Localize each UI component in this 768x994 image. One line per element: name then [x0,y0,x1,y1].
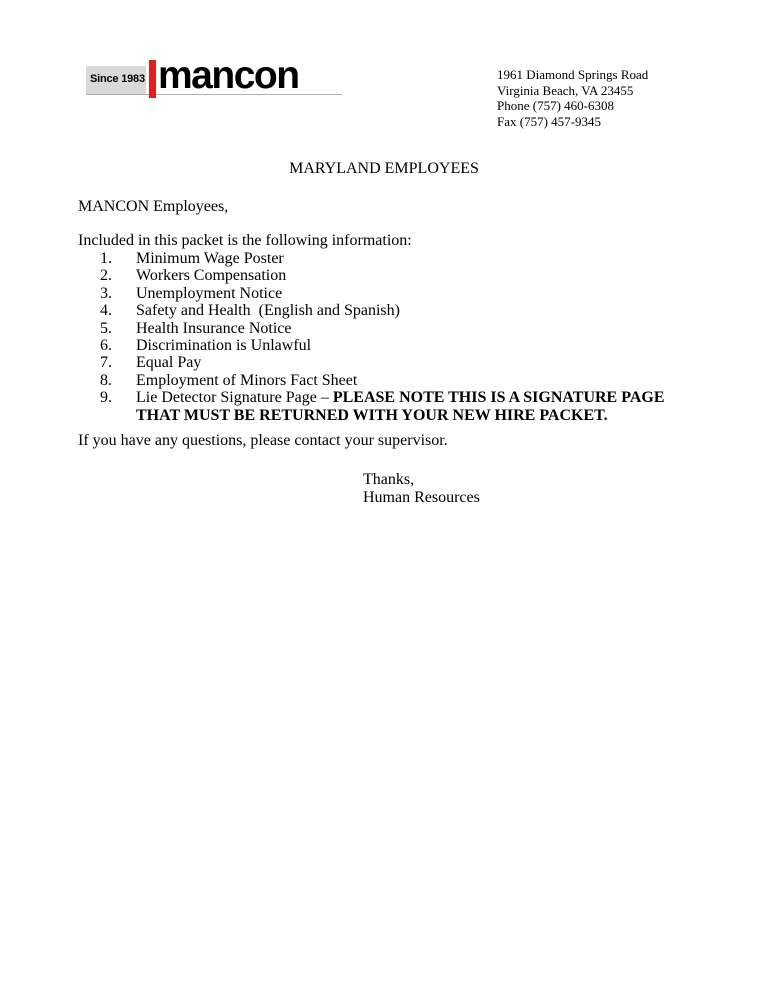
list-item-text: Health Insurance Notice [136,319,292,337]
list-item-number: 2. [100,267,112,285]
signature-page-notice-continued: THAT MUST BE RETURNED WITH YOUR NEW HIRE PACKET. [136,406,608,424]
questions-text: If you have any questions, please contact your supervisor. [78,432,448,449]
list-item-text: Safety and Health (English and Spanish) [136,302,400,320]
list-item-number: 9. [100,389,112,407]
address-city: Virginia Beach, VA 23455 [497,82,634,98]
list-item-number: 8. [100,371,112,389]
closing-signature: Human Resources [363,489,480,506]
address-phone: Phone (757) 460-6308 [497,98,614,113]
logo-since-text: Since 1983 [90,73,145,85]
mancon-logo [86,54,342,100]
signature-page-notice: PLEASE NOTE THIS IS A SIGNATURE PAGE [332,389,665,407]
address-fax: Fax (757) 457-9345 [497,113,601,129]
list-item-text: Discrimination is Unlawful [136,336,312,354]
greeting: MANCON Employees, [78,198,229,215]
logo-red-bar [149,60,156,98]
document-title: MARYLAND EMPLOYEES [289,160,479,177]
list-item-text: Workers Compensation [136,267,287,285]
list-item-number: 6. [100,336,112,354]
list-item-plain-text: Lie Detector Signature Page – [136,389,333,407]
intro-text: Included in this packet is the following information: [78,232,412,249]
list-item-text [136,389,664,406]
list-item-number: 1. [100,250,112,267]
address-street: 1961 Diamond Springs Road [497,67,649,82]
closing-thanks: Thanks, [363,471,415,488]
logo-wordmark: mancon [158,54,299,97]
company-address [497,67,648,129]
list-item-text: Unemployment Notice [136,284,283,302]
list-item-number: 5. [100,319,112,337]
list-item-text: Equal Pay [136,354,202,372]
list-item-text: Employment of Minors Fact Sheet [136,371,358,389]
list-item-number: 7. [100,354,112,372]
list-item-number: 4. [100,302,112,320]
list-item-text: Minimum Wage Poster [136,250,284,267]
list-item-number: 3. [100,284,112,302]
